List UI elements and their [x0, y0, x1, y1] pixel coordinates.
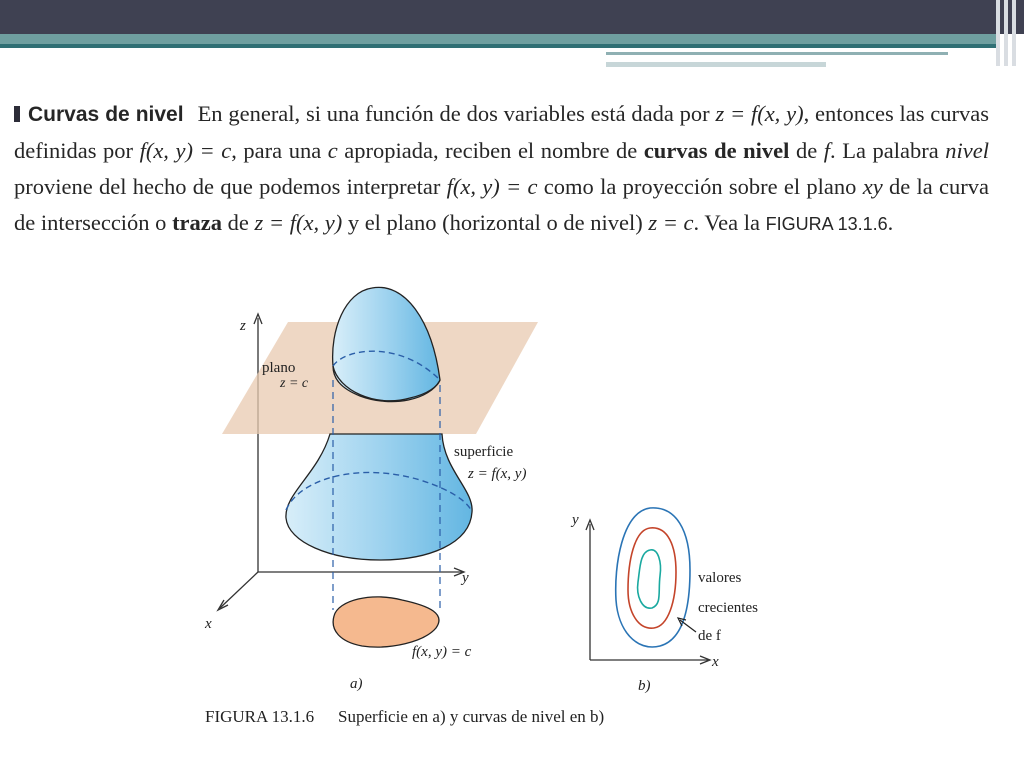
bold-term: curvas de nivel — [643, 138, 790, 163]
level-curve-equation: f(x, y) = c — [412, 644, 472, 660]
text-run: proviene del hecho de que podemos interpretar — [14, 174, 447, 199]
text-run: y el plano (horizontal o de nivel) — [342, 210, 649, 235]
equation: xy — [862, 174, 883, 199]
axes-2d — [586, 520, 710, 664]
contour-label-line2: crecientes — [698, 600, 758, 616]
text-run: apropiada, reciben el nombre de — [337, 138, 644, 163]
contour-label-line1: valores — [698, 570, 742, 586]
surface-lower-part — [286, 434, 472, 560]
axis-label-x-2d: x — [712, 654, 719, 670]
italic-term: nivel — [945, 138, 989, 163]
surface-top-part — [333, 287, 440, 401]
text-run: . Vea la — [693, 210, 766, 235]
equation: f(x, y) = c — [446, 174, 538, 199]
text-run: , entonces las curvas definidas por — [14, 101, 989, 163]
figure-reference: FIGURA 13.1.6 — [765, 214, 888, 234]
caption-text: Superficie en a) y curvas de nivel en b) — [338, 707, 605, 726]
text-run: de — [789, 138, 824, 163]
axis-label-x: x — [205, 616, 212, 632]
contour-middle — [628, 528, 676, 628]
section-heading: Curvas de nivel — [28, 103, 184, 126]
equation: f — [823, 138, 831, 163]
contour-label-line3: de f — [698, 628, 721, 644]
text-run: de la curva de intersección o — [14, 174, 989, 235]
axis-label-y-2d: y — [572, 512, 579, 528]
surface-label: superficie — [454, 444, 514, 460]
equation: c — [327, 138, 338, 163]
pointer-line — [680, 620, 696, 632]
surface-equation: z = f(x, y) — [468, 466, 527, 482]
contour-outer — [616, 508, 690, 647]
axis-label-z: z — [240, 318, 246, 334]
plane-label: plano — [262, 360, 296, 376]
text-run: En general, si una función de dos variables está dada por — [197, 101, 716, 126]
text-run: de — [222, 210, 255, 235]
caption-label: FIGURA 13.1.6 — [205, 707, 315, 726]
text-run: . — [887, 210, 894, 235]
contour-inner — [638, 550, 661, 608]
plane-equation: z = c — [280, 376, 309, 391]
panel-a-label: a) — [350, 676, 363, 692]
bold-term: traza — [172, 210, 223, 235]
level-curve-region — [333, 597, 439, 647]
text-run: como la proyección sobre el plano — [537, 174, 863, 199]
axis-label-y: y — [462, 570, 469, 586]
text-run: . La palabra — [830, 138, 946, 163]
equation: z = f(x, y) — [254, 210, 343, 235]
equation: z = f(x, y) — [715, 101, 804, 126]
panel-b-label: b) — [638, 678, 651, 694]
text-run: , para una — [231, 138, 328, 163]
equation: z = c — [648, 210, 694, 235]
equation: f(x, y) = c — [139, 138, 232, 163]
